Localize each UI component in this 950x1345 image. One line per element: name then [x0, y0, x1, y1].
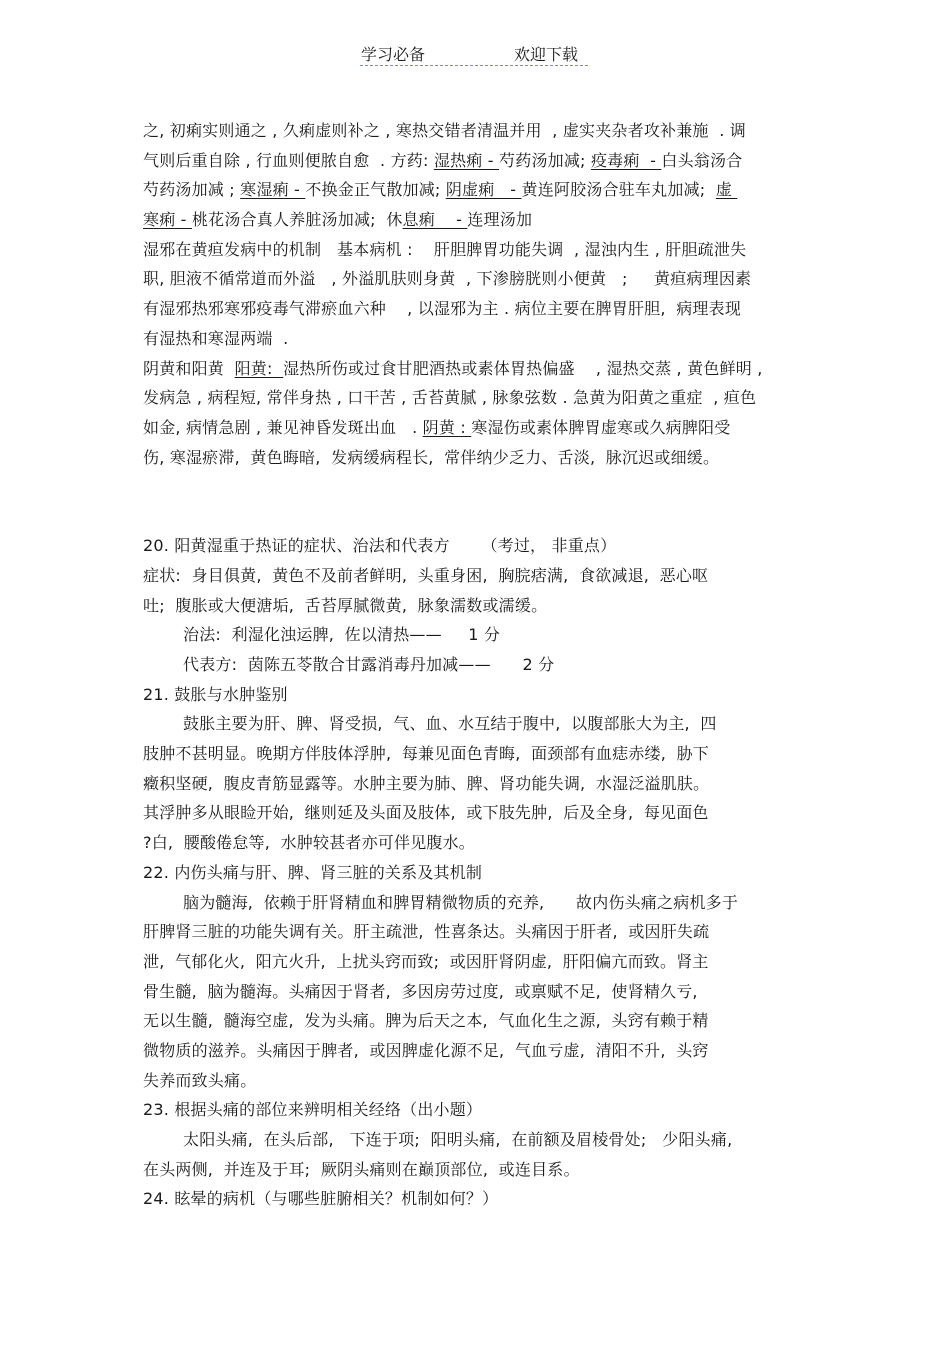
text-line: 微物质的滋养。头痛因于脾者, 或因脾虚化源不足, 气血亏虚, 清阳不升, 头窍	[143, 1040, 709, 1060]
underlined-term: 疫毒痢 -	[590, 150, 662, 170]
text-line	[143, 235, 823, 265]
text-line: 吐; 腹胀或大便溏垢, 舌苔厚腻微黄, 脉象濡数或濡缓。	[143, 595, 548, 615]
text-line	[143, 383, 823, 413]
text-line: 骨生髓, 脑为髓海。头痛因于肾者, 多因房劳过度, 或禀赋不足, 使肾精久亏,	[143, 981, 698, 1001]
text-segment: 湿邪在黄疸发病中的机制 基本病机 : 肝胆脾胃功能失调 , 湿浊内生 , 肝胆疏泄失	[143, 239, 747, 259]
text-segment: 发病急 , 病程短, 常伴身热 , 口干苦 , 舌苔黄腻 , 脉象弦数 . 急黄为阳黄之重症 , 疸色	[143, 388, 757, 408]
text-line: 22. 内伤头痛与肝、脾、肾三脏的关系及其机制	[143, 862, 483, 882]
text-line: 23. 根据头痛的部位来辨明相关经络（出小题）	[143, 1100, 483, 1120]
underlined-term: 阴虚痢 -	[445, 180, 522, 200]
text-segment: 黄连阿胶汤合驻车丸加减;	[521, 180, 716, 200]
text-segment: 职, 胆液不循常道而外溢 , 外溢肌肤则身黄 , 下渗膀胱则小便黄 ; 黄疸病理因素	[143, 269, 752, 289]
header-left-text: 学习必备	[361, 45, 426, 64]
text-line	[143, 413, 823, 443]
underlined-term: 阴黄 :	[422, 417, 472, 437]
text-line	[143, 294, 823, 324]
text-segment: 之, 初痢实则通之 , 久痢虚则补之 , 寒热交错者清温并用 , 虚实夹杂者攻补兼施 . 调	[143, 121, 746, 140]
header-dashed-underline	[360, 65, 588, 66]
text-segment: 有湿邪热邪寒邪疫毒气滞瘀血六种 , 以湿邪为主 . 病位主要在脾胃肝胆, 病理表现	[143, 299, 742, 319]
text-segment: 连理汤加	[467, 210, 533, 230]
underlined-term: 寒湿痢 -	[240, 180, 306, 200]
text-line: ?白, 腰酸倦怠等, 水肿较甚者亦可伴见腹水。	[143, 833, 476, 853]
text-line: 鼓胀主要为肝、脾、肾受损, 气、血、水互结于腹中, 以腹部胀大为主, 四	[183, 714, 717, 734]
text-line: 20. 阳黄湿重于热证的症状、治法和代表方 （考过， 非重点）	[143, 536, 617, 556]
text-line: 症状: 身目俱黄, 黄色不及前者鲜明, 头重身困, 胸脘痞满, 食欲减退, 恶心呕	[143, 565, 709, 585]
text-line: 代表方: 茵陈五苓散合甘露消毒丹加减—— 2 分	[183, 655, 555, 674]
text-segment: 有湿热和寒湿两端 .	[143, 328, 289, 348]
document-body	[143, 116, 823, 1214]
text-line: 21. 鼓胀与水肿鉴别	[143, 684, 288, 704]
text-line	[143, 205, 823, 235]
underlined-term: 阳黄:	[234, 358, 284, 378]
text-line	[143, 146, 823, 176]
text-line: 在头两侧, 并连及于耳; 厥阴头痛则在巅顶部位, 或连目系。	[143, 1159, 580, 1179]
text-segment: 芍药汤加减 ;	[143, 180, 241, 200]
text-segment: 气则后重自除 , 行血则便脓自愈 . 方药:	[143, 150, 434, 170]
text-line: 治法: 利湿化浊运脾, 佐以清热—— 1 分	[183, 625, 501, 645]
text-line	[143, 324, 823, 354]
text-segment: 阴黄和阳黄	[143, 358, 235, 378]
text-line: 肝脾肾三脏的功能失调有关。肝主疏泄, 性喜条达。头痛因于肝者, 或因肝失疏	[143, 922, 710, 942]
text-segment: 伤, 寒湿瘀滞, 黄色晦暗, 发病缓病程长, 常伴纳少乏力、舌淡, 脉沉迟或细缓。	[143, 447, 720, 467]
text-line: 24. 眩晕的病机（与哪些脏腑相关？机制如何？）	[143, 1189, 499, 1209]
text-block-questions	[143, 531, 823, 1214]
text-block-dysentery-jaundice	[143, 116, 823, 472]
underlined-term: 息痢 -	[402, 210, 468, 230]
text-segment: 寒湿伤或素体脾胃虚寒或久病脾阳受	[471, 417, 731, 437]
text-segment: 芍药汤加减;	[499, 150, 591, 170]
text-line	[143, 443, 823, 473]
underlined-term: 虚	[715, 180, 738, 200]
header-right-text: 欢迎下载	[514, 45, 579, 64]
text-segment: 如金, 病情急剧 , 兼见神昏发斑出血 .	[143, 417, 423, 437]
text-line	[143, 354, 823, 384]
underlined-term: 寒痢 -	[143, 210, 192, 230]
text-segment: 桃花汤合真人养脏汤加减; 休	[191, 210, 403, 230]
text-segment: 白头翁汤合	[661, 150, 743, 170]
text-line: 其浮肿多从眼睑开始, 继则延及头面及肢体, 或下肢先肿, 后及全身, 每见面色	[143, 803, 709, 823]
text-line: 脑为髓海, 依赖于肝肾精血和脾胃精微物质的充养, 故内伤头痛之病机多于	[183, 892, 739, 912]
text-line: 泄, 气郁化火, 阳亢火升, 上扰头窍而致; 或因肝肾阴虚, 肝阳偏亢而致。肾主	[143, 951, 709, 971]
page-header	[0, 42, 950, 68]
text-segment: 湿热所伤或过食甘肥酒热或素体胃热偏盛 , 湿热交蒸 , 黄色鲜明 ,	[283, 358, 763, 378]
text-line: 肢肿不甚明显。晚期方伴肢体浮肿, 每兼见面色青晦, 面颈部有血痣赤缕, 胁下	[143, 744, 709, 764]
section-gap	[143, 472, 823, 531]
text-line: 太阳头痛, 在头后部, 下连于项; 阳明头痛, 在前额及眉棱骨处; 少阳头痛,	[183, 1130, 733, 1149]
underlined-term: 湿热痢 -	[433, 150, 500, 170]
text-line	[143, 175, 823, 205]
text-line: 无以生髓, 髓海空虚, 发为头痛。脾为后天之本, 气血化生之源, 头窍有赖于精	[143, 1011, 709, 1031]
text-line: 癥积坚硬, 腹皮青筋显露等。水肿主要为肺、脾、肾功能失调, 水湿泛溢肌肤。	[143, 773, 710, 793]
text-line	[143, 264, 823, 294]
text-segment: 不换金正气散加减;	[305, 180, 446, 200]
text-line	[143, 116, 823, 146]
text-line: 失养而致头痛。	[143, 1070, 257, 1090]
